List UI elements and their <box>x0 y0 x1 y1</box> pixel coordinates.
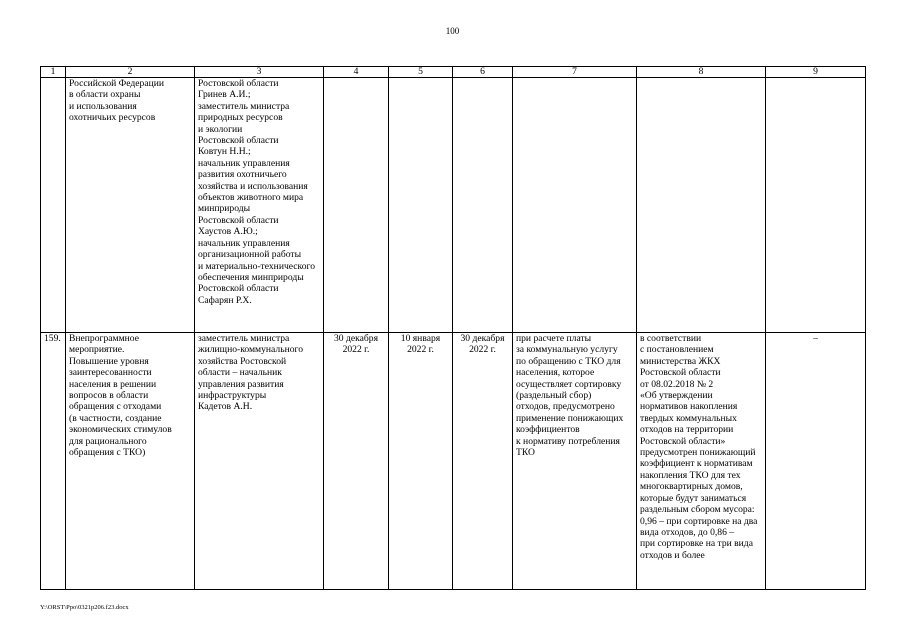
cell-text-line: заместитель министра <box>198 100 290 112</box>
cell-text-line: минприроды <box>198 203 251 215</box>
cell-text-line: коэффициентов <box>516 424 580 436</box>
cell-text-line: (раздельный сбор) <box>516 390 592 402</box>
cont-col5-cell <box>389 78 453 333</box>
cont-number-cell <box>41 78 66 333</box>
cell-text-line: многоквартирных домов, <box>640 481 743 493</box>
cell-text-line: «Об утверждении <box>640 390 713 402</box>
cell-text-line: с постановлением <box>640 344 714 356</box>
cont-col6-cell <box>453 78 513 333</box>
cell-text-line: управления развития <box>198 378 284 390</box>
cell-text-line: Ростовской области <box>198 283 279 295</box>
notes-cell: – <box>766 333 866 590</box>
cell-text-line: за коммунальную услугу <box>516 344 618 356</box>
cell-text-line: жилищно-коммунального <box>198 344 303 356</box>
header-col-8: 8 <box>637 67 766 78</box>
cell-text-line: (в частности, создание <box>69 412 162 424</box>
cell-text-line: осуществляет сортировку <box>516 378 622 390</box>
header-col-5: 5 <box>389 67 453 78</box>
header-row <box>41 67 866 78</box>
cell-text-line: раздельным сбором мусора: <box>640 504 755 516</box>
cell-text-line: 10 января <box>400 333 441 344</box>
start-date-cell <box>389 333 453 590</box>
cell-text-line: к нормативу потребления <box>516 435 620 447</box>
cell-text-line: Хаустов А.Ю.; <box>198 226 258 238</box>
cell-text-line: вида отходов, до 0,86 – <box>640 526 735 538</box>
planned-date-cell <box>324 333 389 590</box>
cell-text-line: отходов, предусмотрено <box>516 401 615 413</box>
cell-text-line: 0,96 – при сортировке на два <box>640 515 758 527</box>
header-col-7: 7 <box>513 67 637 78</box>
end-date-cell <box>453 333 513 590</box>
cell-text-line: которые будут заниматься <box>640 492 747 504</box>
header-col-3: 3 <box>195 67 324 78</box>
header-col-1: 1 <box>41 67 66 78</box>
cell-text-line: заместитель министра <box>198 333 290 344</box>
cell-text-line: при сортировке на три вида <box>640 538 753 550</box>
cell-text-line: накопления ТКО для тех <box>640 469 741 481</box>
cell-text-line: населения в решении <box>69 378 157 390</box>
cell-text-line: 2022 г. <box>407 344 434 356</box>
cell-text-line: Ростовской области» <box>640 435 726 447</box>
cell-text-line: по обращению с ТКО для <box>516 355 621 367</box>
cell-text-line: и экологии <box>198 123 243 135</box>
file-path-footer: Y:\ORST\Ppo\0321p206.f23.docx <box>40 604 129 611</box>
cont-col8-cell <box>637 78 766 333</box>
cell-text-line: министерства ЖКХ <box>640 355 721 367</box>
measures-table <box>40 66 866 590</box>
cell-text-line: при расчете платы <box>516 333 592 344</box>
cont-col2-cell <box>66 78 195 333</box>
cell-text-line: начальник управления <box>198 237 290 249</box>
cell-text-line: Гринев А.И.; <box>198 89 251 101</box>
cell-text-line: хозяйства Ростовской <box>198 355 287 367</box>
cont-col4-cell <box>324 78 389 333</box>
header-col-4: 4 <box>324 67 389 78</box>
measure-name-cell <box>66 333 195 590</box>
cell-text-line: в области охраны <box>69 89 141 101</box>
cell-text-line: и материально-технического <box>198 260 315 272</box>
cell-text-line: Кадетов А.Н. <box>198 401 253 413</box>
cell-text-line: развития охотничьего <box>198 169 287 181</box>
cell-text-line: 2022 г. <box>469 344 496 356</box>
cell-text-line: 30 декабря <box>460 333 505 344</box>
cell-text-line: Ковтун Н.Н.; <box>198 146 251 158</box>
table-row-159 <box>41 333 866 590</box>
header-col-6: 6 <box>453 67 513 78</box>
responsible-cell <box>195 333 324 590</box>
cell-text-line: Внепрограммное <box>69 333 139 344</box>
cell-text-line: экономических стимулов <box>69 424 172 436</box>
cell-text-line: природных ресурсов <box>198 112 283 124</box>
actual-result-cell <box>637 333 766 590</box>
header-col-2: 2 <box>66 67 195 78</box>
cell-text-line: обеспечения минприроды <box>198 271 304 283</box>
cell-text-line: Ростовской области <box>640 367 721 379</box>
cell-text-line: применение понижающих <box>516 412 624 424</box>
cell-text-line: начальник управления <box>198 157 290 169</box>
cell-text-line: заинтересованности <box>69 367 152 379</box>
cell-text-line: в соответствии <box>640 333 702 344</box>
cont-col7-cell <box>513 78 637 333</box>
cell-text-line: населения, которое <box>516 367 595 379</box>
cell-text-line: охотничьих ресурсов <box>69 112 156 124</box>
cell-text-line: обращения с отходами <box>69 401 162 413</box>
cell-text-line: Сафарян Р.Х. <box>198 294 252 306</box>
cell-text-line: коэффициент к нормативам <box>640 458 753 470</box>
cell-text-line: обращения с ТКО) <box>69 447 146 459</box>
cell-text-line: организационной работы <box>198 249 302 261</box>
cell-text-line: Российской Федерации <box>69 78 164 89</box>
row-number: 159. <box>41 333 66 590</box>
cell-text-line: предусмотрен понижающий <box>640 447 756 459</box>
cell-text-line: вопросов в области <box>69 390 149 402</box>
cell-text-line: от 08.02.2018 № 2 <box>640 378 714 390</box>
cell-text-line: отходов на территории <box>640 424 734 436</box>
cell-text-line: для рационального <box>69 435 147 447</box>
page-number: 100 <box>445 26 460 36</box>
cell-text-line: 30 декабря <box>334 333 378 344</box>
cell-text-line: Повышение уровня <box>69 355 149 367</box>
cell-text-line: объектов животного мира <box>198 192 304 204</box>
cont-col9-cell <box>766 78 866 333</box>
cell-text-line: инфраструктуры <box>198 390 267 402</box>
cell-text-line: и использования <box>69 100 137 112</box>
cell-text-line: Ростовской области <box>198 78 279 89</box>
cell-text-line: области – начальник <box>198 367 282 379</box>
cell-text-line: твердых коммунальных <box>640 412 737 424</box>
header-col-9: 9 <box>766 67 866 78</box>
cell-text-line: Ростовской области <box>198 135 279 147</box>
table-row-continuation <box>41 78 866 333</box>
cell-text-line: Ростовской области <box>198 214 279 226</box>
cont-col3-cell <box>195 78 324 333</box>
expected-result-cell <box>513 333 637 590</box>
cell-text-line: отходов и более <box>640 549 705 561</box>
cell-text-line: нормативов накопления <box>640 401 738 413</box>
cell-text-line: мероприятие. <box>69 344 125 356</box>
cell-text-line: ТКО <box>516 447 535 459</box>
cell-text-line: 2022 г. <box>342 344 370 356</box>
cell-text-line: хозяйства и использования <box>198 180 308 192</box>
